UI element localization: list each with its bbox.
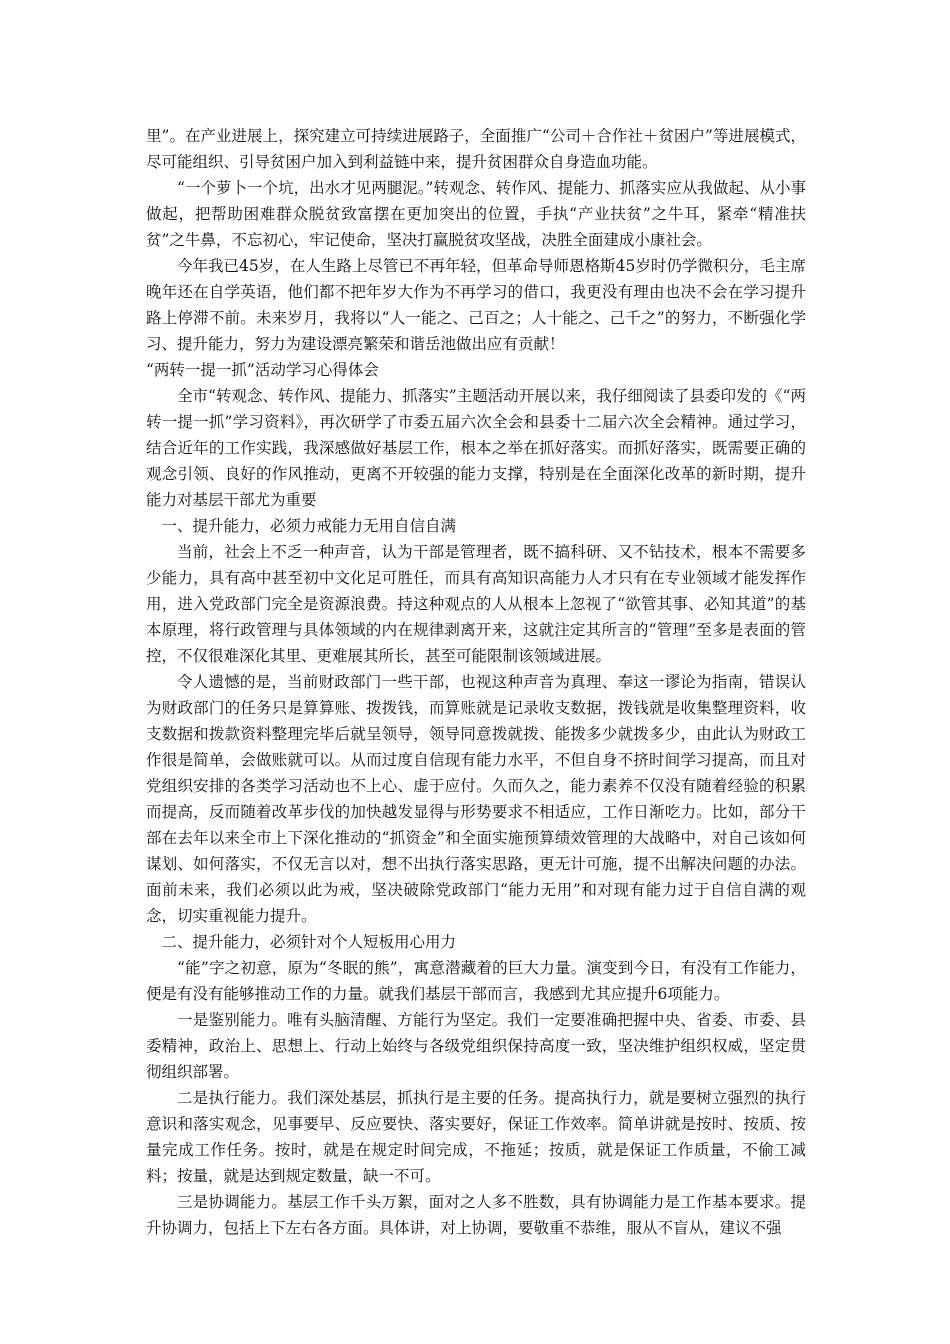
- article-title: “两转一提一抓”活动学习心得体会: [146, 361, 379, 379]
- paragraph-radish-proverb: “一个萝卜一个坑，出水才见两腿泥。”转观念、转作风、提能力、抓落实应从我做起、从小事做起，把帮助困难群众脱贫致富摆在更加突出的位置，手执“产业扶贫”之牛耳，紧牵“精准扶贫”之牛鼻，不忘初心，牢记使命，坚决打赢脱贫攻坚战，决胜全面建成小康社会。: [146, 179, 806, 249]
- paragraph-discernment: 一是鉴别能力。唯有头脑清醒、方能行为坚定。我们一定要准确把握中央、省委、市委、县委精神，政治上、思想上、行动上始终与各级党组织保持高度一致，坚决维护组织权威，坚定贯彻组织部署。: [146, 1011, 806, 1081]
- paragraph-coordination: 三是协调能力。基层工作千头万絮，面对之人多不胜数，具有协调能力是工作基本要求。提升协调力，包括上下左右各方面。具体讲，对上协调，要敬重不恭维，服从不盲从，建议不强: [146, 1193, 806, 1237]
- section-heading-1: 一、提升能力，必须力戒能力无用自信自满: [161, 517, 457, 535]
- section-heading-2: 二、提升能力，必须针对个人短板用心用力: [161, 933, 457, 951]
- paragraph-execution: 二是执行能力。我们深处基层，抓执行是主要的任务。提高执行力，就是要树立强烈的执行意识和落实观念，见事要早、反应要快、落实要好，保证工作效率。简单讲就是按时、按质、按量完成工作任务。按时，就是在规定时间完成，不拖延；按质，就是保证工作质量，不偷工减料；按量，就是达到规定数量，缺一不可。: [146, 1089, 806, 1185]
- document-page: [146, 123, 806, 1241]
- paragraph-meaning-of-neng: “能”字之初意，原为“冬眠的熊”，寓意潜藏着的巨大力量。演变到今日，有没有工作能力，便是有没有能够推动工作的力量。就我们基层干部而言，我感到尤其应提升6项能力。: [146, 959, 806, 1003]
- paragraph-introduction: 全市“转观念、转作风、提能力、抓落实”主题活动开展以来，我仔细阅读了县委印发的《“两转一提一抓”学习资料》，再次研学了市委五届六次全会和县委十二届六次全会精神。通过学习，结合近年的工作实践，我深感做好基层工作，根本之举在抓好落实。而抓好落实，既需要正确的观念引领、良好的作风推动，更离不开较强的能力支撑，特别是在全面深化改革的新时期，提升能力对基层干部尤为重要: [146, 387, 806, 509]
- paragraph-industry-development: 里”。在产业进展上，探究建立可持续进展路子，全面推广“公司＋合作社＋贫困户”等进展模式，尽可能组织、引导贫困户加入到利益链中来，提升贫困群众自身造血功能。: [146, 127, 806, 171]
- paragraph-current-views: 当前，社会上不乏一种声音，认为干部是管理者，既不搞科研、又不钻技术，根本不需要多少能力，具有高中甚至初中文化足可胜任，而具有高知识高能力人才只有在专业领域才能发挥作用，进入党政部门完全是资源浪费。持这种观点的人从根本上忽视了“欲管其事、必知其道”的基本原理，将行政管理与具体领域的内在规律剥离开来，这就注定其所言的“管理”至多是表面的管控，不仅很难深化其里、更难展其所长，甚至可能限制该领域进展。: [146, 543, 806, 665]
- paragraph-finance-cadres: 令人遗憾的是，当前财政部门一些干部，也视这种声音为真理、奉这一谬论为指南，错误认为财政部门的任务只是算算账、拨拨钱，而算账就是记录收支数据，拨钱就是收集整理资料，收支数据和拨款资料整理完毕后就呈领导，领导同意拨就拨、能拨多少就拨多少，由此认为财政工作很是简单，会做账就可以。从而过度自信现有能力水平，不但自身不挤时间学习提高，而且对党组织安排的各类学习活动也不上心、虚于应付。久而久之，能力素养不仅没有随着经验的积累而提高，反而随着改革步伐的加快越发显得与形势要求不相适应，工作日渐吃力。比如，部分干部在去年以来全市上下深化推动的“抓资金”和全面实施预算绩效管理的大战略中，对自己该如何谋划、如何落实，不仅无言以对，想不出执行落实思路，更无计可施，提不出解决问题的办法。面前未来，我们必须以此为戒，坚决破除党政部门“能力无用”和对现有能力过于自信自满的观念，切实重视能力提升。: [146, 673, 806, 925]
- paragraph-age-45: 今年我已45岁，在人生路上尽管已不再年轻，但革命导师恩格斯45岁时仍学微积分，毛主席晚年还在自学英语，他们都不把年岁大作为不再学习的借口，我更没有理由也决不会在学习提升路上停滞不前。未来岁月，我将以“人一能之、己百之；人十能之、己千之”的努力，不断强化学习、提升能力，努力为建设漂亮繁荣和谐岳池做出应有贡献！: [146, 257, 806, 353]
